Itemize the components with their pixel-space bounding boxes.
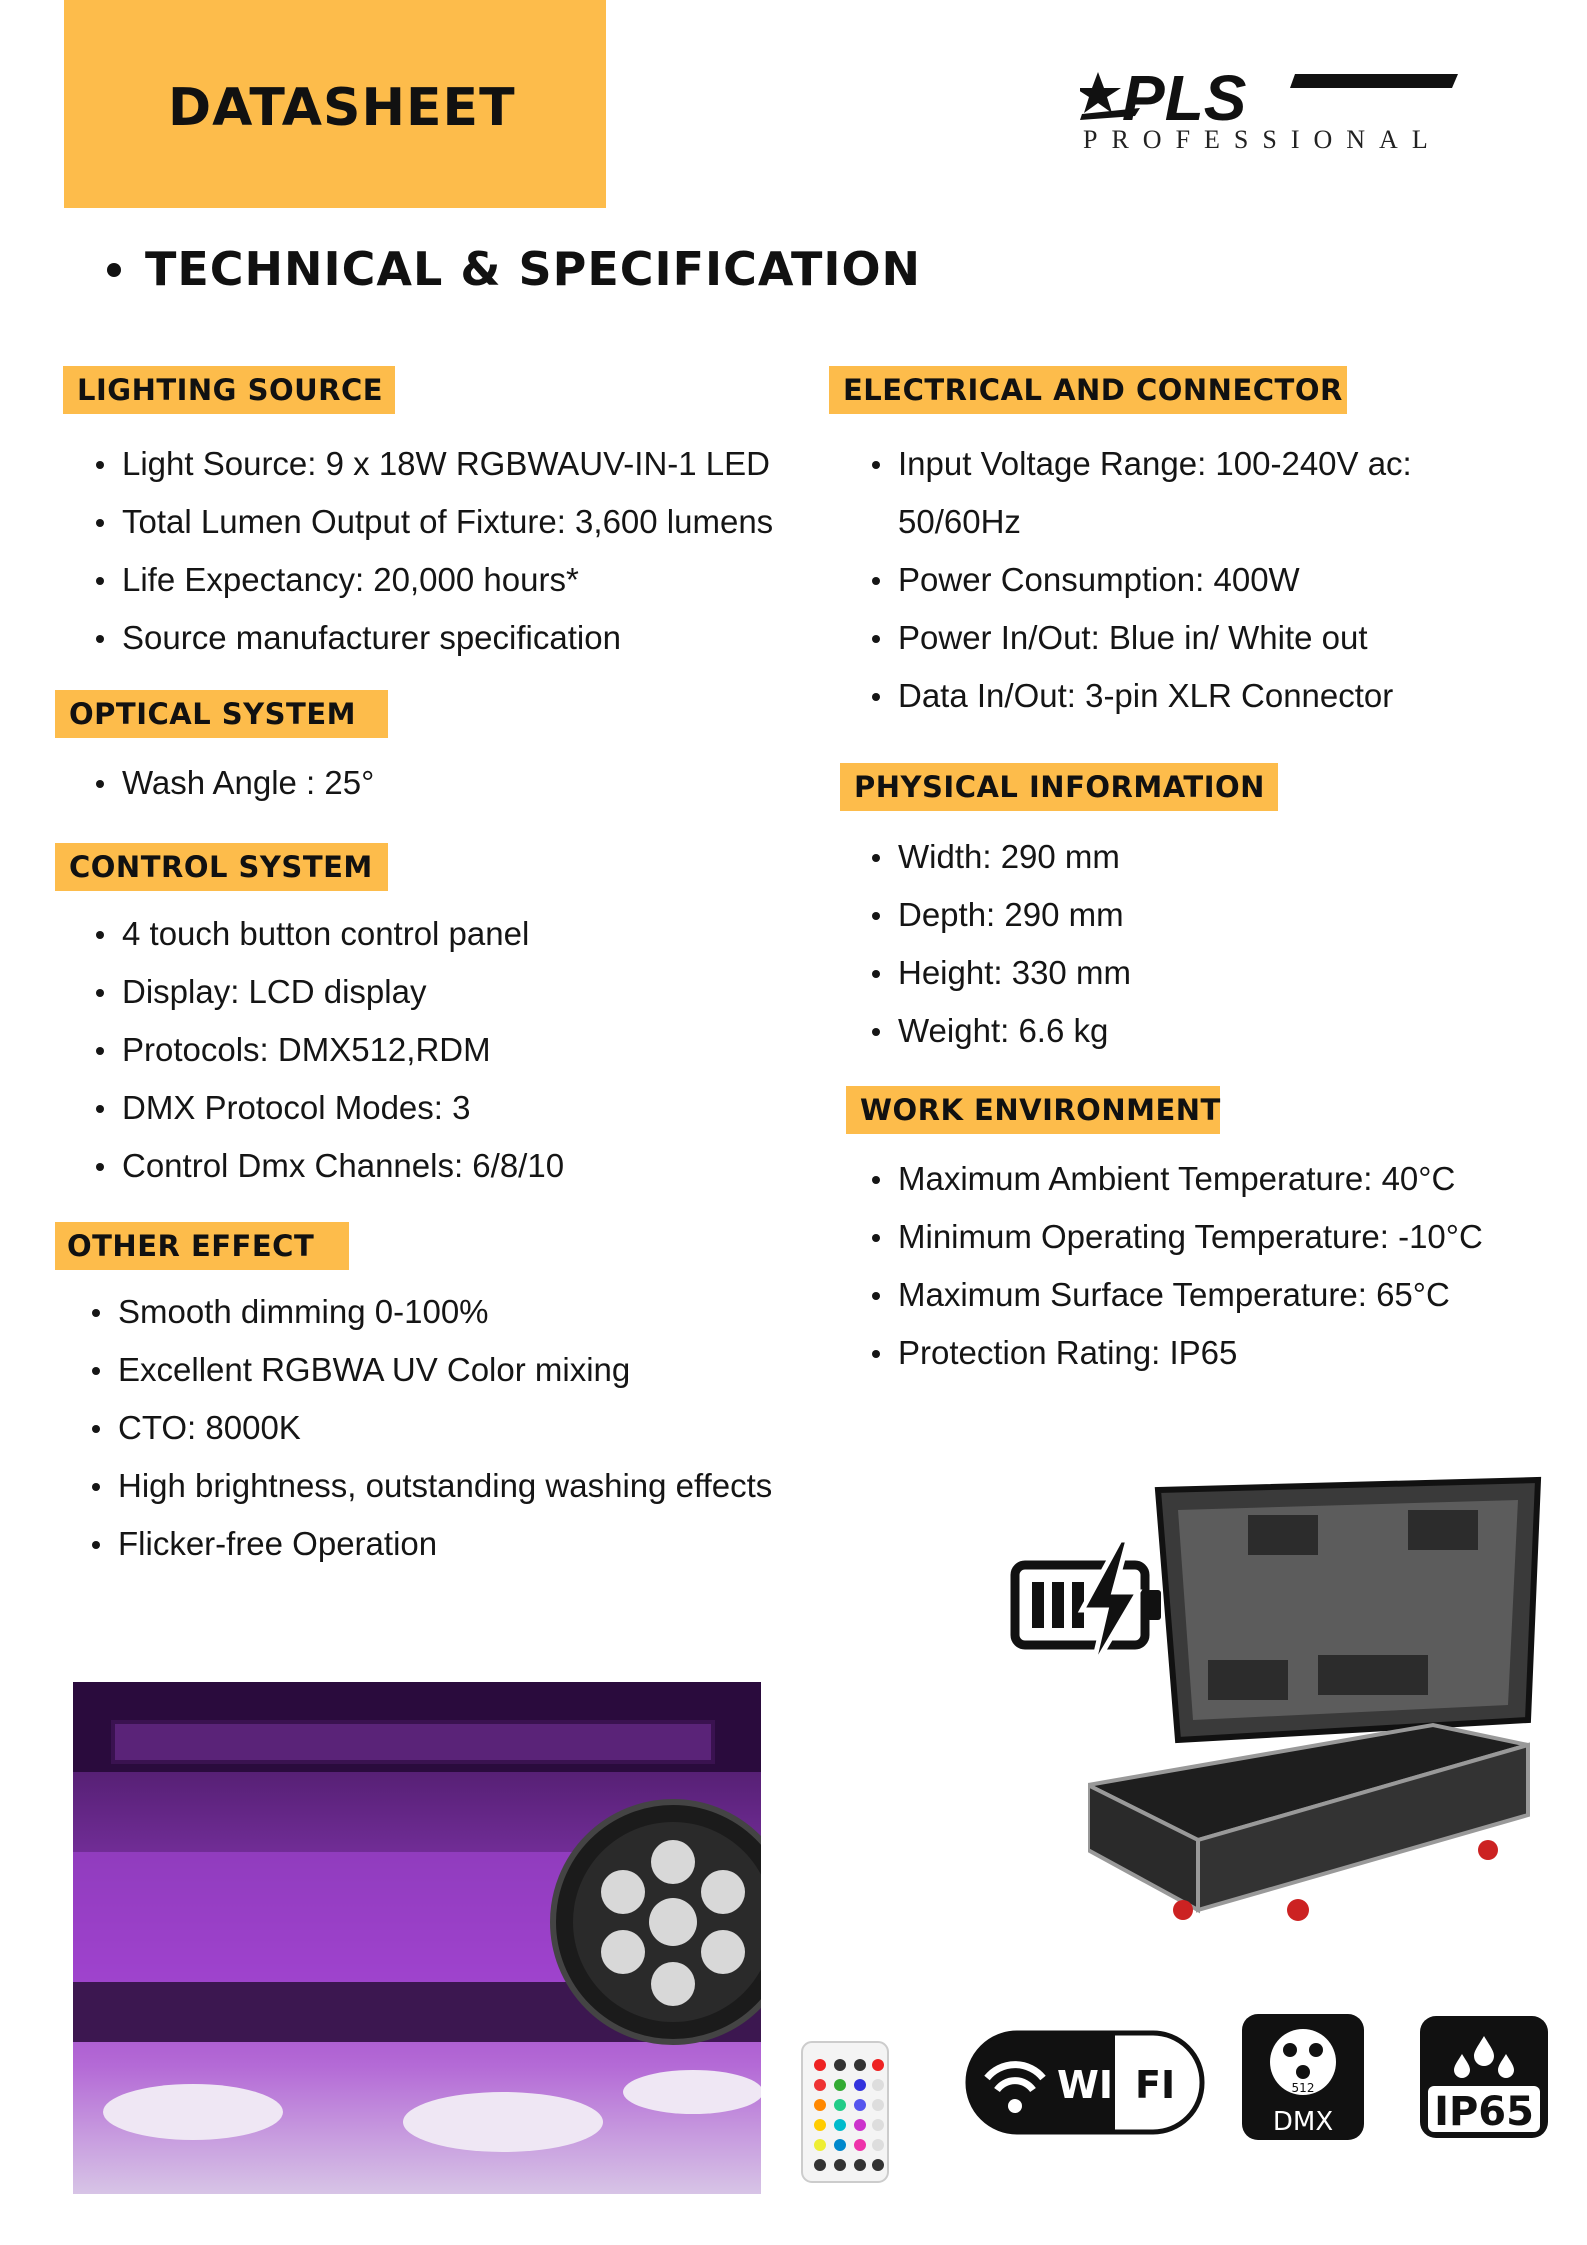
- section-label-lighting-source: LIGHTING SOURCE: [63, 366, 395, 414]
- list-item: Display: LCD display: [92, 963, 564, 1021]
- wifi-left-text: WI: [1057, 2063, 1114, 2107]
- list-item: Power Consumption: 400W: [868, 551, 1412, 609]
- list-item: Minimum Operating Temperature: -10°C: [868, 1208, 1483, 1266]
- dmx-text: DMX: [1272, 2107, 1334, 2137]
- list-item: Depth: 290 mm: [868, 886, 1131, 944]
- list-item-continuation: [868, 493, 1412, 551]
- optical-system-list: [92, 754, 374, 812]
- list-item: CTO: 8000K: [88, 1399, 772, 1457]
- list-item: Width: 290 mm: [868, 828, 1131, 886]
- wifi-badge: [965, 2030, 1205, 2135]
- page-title: DATASHEET: [168, 78, 516, 138]
- list-item: Total Lumen Output of Fixture: 3,600 lumens: [92, 493, 773, 551]
- list-item: Maximum Ambient Temperature: 40°C: [868, 1150, 1483, 1208]
- list-item: Protocols: DMX512,RDM: [92, 1021, 564, 1079]
- brand-subtitle: PROFESSIONAL: [1083, 125, 1442, 154]
- list-item: Input Voltage Range: 100-240V ac:: [868, 435, 1412, 493]
- brand-wordmark: PLS: [1122, 62, 1247, 134]
- wifi-right-text: FI: [1135, 2063, 1176, 2107]
- lighting-source-list: [92, 435, 773, 667]
- list-item: Flicker-free Operation: [88, 1515, 772, 1573]
- list-item: Control Dmx Channels: 6/8/10: [92, 1137, 564, 1195]
- list-item: High brightness, outstanding washing effects: [88, 1457, 772, 1515]
- venue-product-photo: [73, 1682, 761, 2194]
- ip65-badge: [1418, 2014, 1550, 2140]
- list-item: Excellent RGBWA UV Color mixing: [88, 1341, 772, 1399]
- section-label-control-system: CONTROL SYSTEM: [55, 843, 388, 891]
- dmx-badge: [1240, 2012, 1366, 2142]
- list-item: Height: 330 mm: [868, 944, 1131, 1002]
- continuation-text: 50/60Hz: [898, 503, 1021, 540]
- list-item: Protection Rating: IP65: [868, 1324, 1483, 1382]
- ip-text: IP65: [1434, 2089, 1534, 2135]
- par-light-fixture-image: [543, 1792, 761, 2092]
- list-item: Power In/Out: Blue in/ White out: [868, 609, 1412, 667]
- work-environment-list: [868, 1150, 1483, 1382]
- electrical-list: [868, 435, 1412, 725]
- list-item: 4 touch button control panel: [92, 905, 564, 963]
- list-item: Source manufacturer specification: [92, 609, 773, 667]
- list-item: Life Expectancy: 20,000 hours*: [92, 551, 773, 609]
- section-label-other-effect: OTHER EFFECT: [55, 1222, 349, 1270]
- section-label-physical: PHYSICAL INFORMATION: [840, 763, 1278, 811]
- list-item: Weight: 6.6 kg: [868, 1002, 1131, 1060]
- heading-bullet: [107, 263, 121, 277]
- list-item: Wash Angle : 25°: [92, 754, 374, 812]
- list-item: DMX Protocol Modes: 3: [92, 1079, 564, 1137]
- section-label-optical-system: OPTICAL SYSTEM: [55, 690, 388, 738]
- list-item: Light Source: 9 x 18W RGBWAUV-IN-1 LED: [92, 435, 773, 493]
- list-item: Maximum Surface Temperature: 65°C: [868, 1266, 1483, 1324]
- list-item: Data In/Out: 3-pin XLR Connector: [868, 667, 1412, 725]
- remote-control-image: [800, 2040, 890, 2185]
- list-item: Smooth dimming 0-100%: [88, 1283, 772, 1341]
- dmx-number: 512: [1291, 2081, 1315, 2095]
- spec-heading: TECHNICAL & SPECIFICATION: [145, 242, 922, 296]
- physical-list: [868, 828, 1131, 1060]
- section-label-electrical: ELECTRICAL AND CONNECTOR: [829, 366, 1347, 414]
- section-label-work-environment: WORK ENVIRONMENT: [846, 1086, 1220, 1134]
- flight-case-image: [1088, 1470, 1548, 1950]
- control-system-list: [92, 905, 564, 1195]
- other-effect-list: [88, 1283, 772, 1573]
